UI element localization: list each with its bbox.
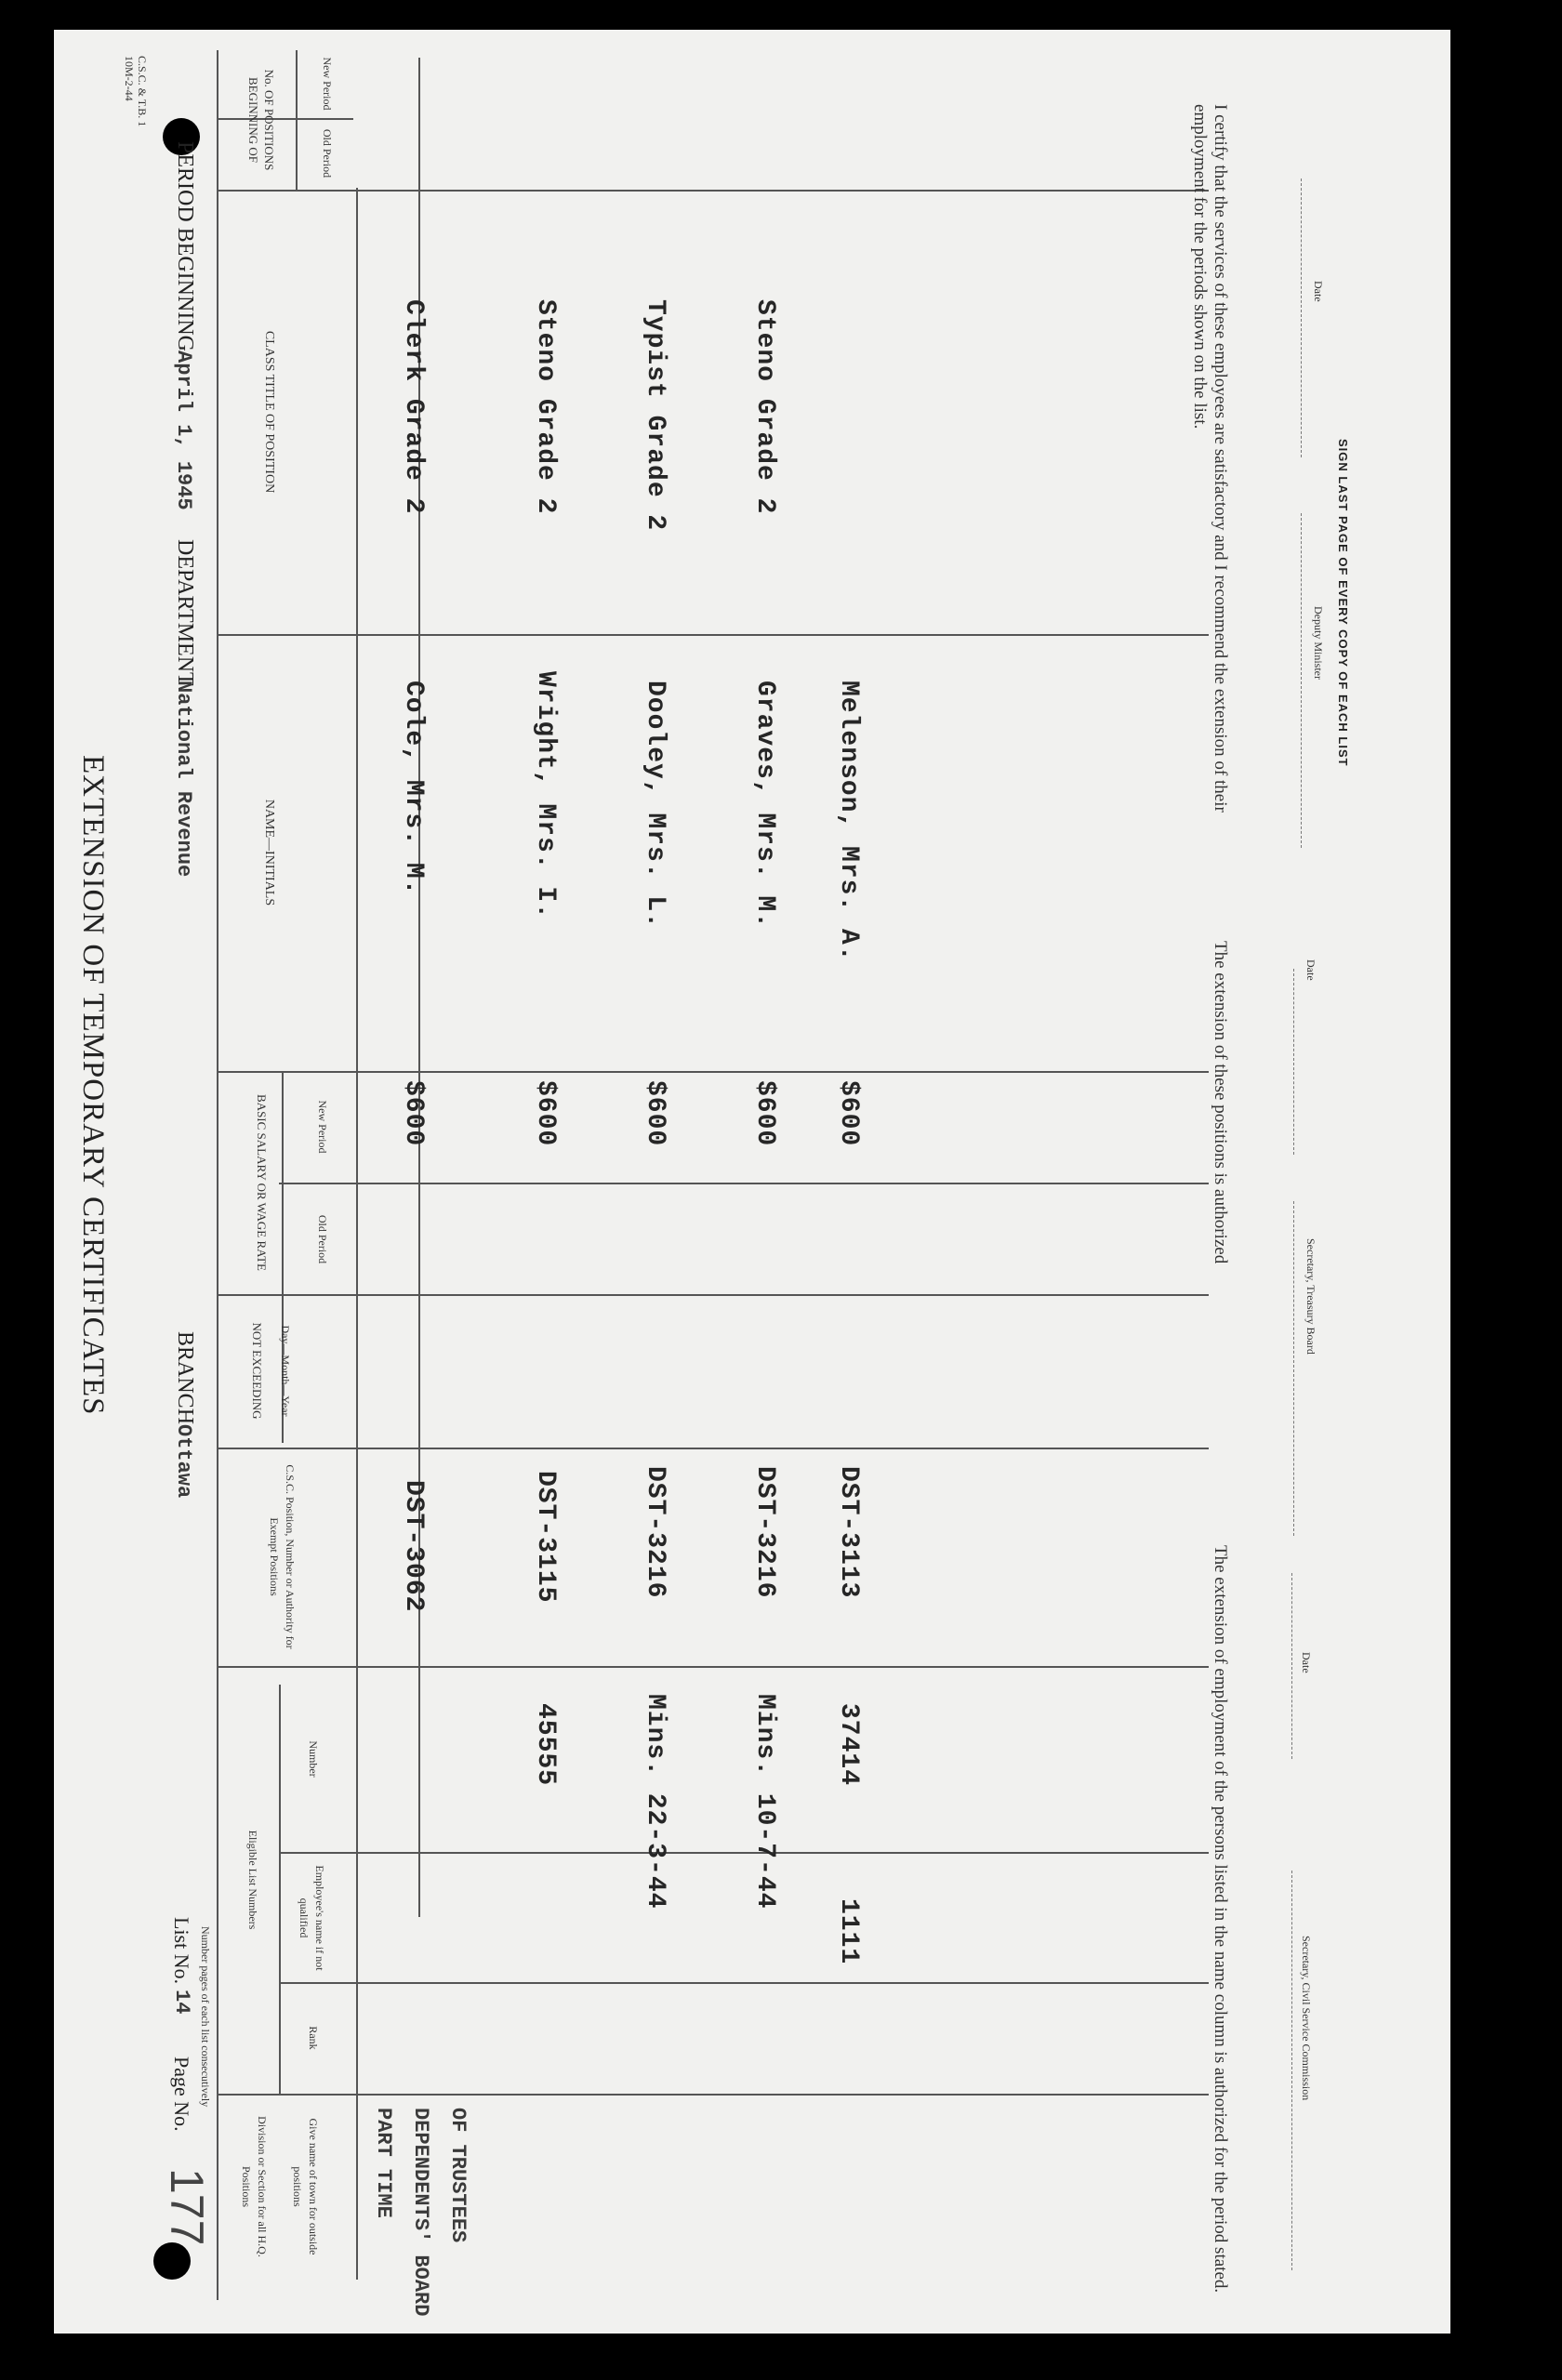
header-eligible: Eligible List Numbers — [246, 1830, 259, 1930]
row4-name: Graves, Mrs. M. — [750, 681, 779, 930]
header-salary-new: New Period — [316, 1100, 329, 1154]
secretary-csc-label: Secretary, Civil Service Commission — [1300, 1936, 1313, 2101]
form-code-line2: 10M-2-44 — [123, 56, 136, 101]
row4-csc: DST-3216 — [750, 1466, 779, 1599]
punch-hole-right — [153, 2242, 191, 2280]
row2-salary: $600 — [531, 1080, 560, 1147]
row5-rank: 1111 — [834, 1898, 863, 1965]
list-no-value: 14 — [170, 1990, 193, 2015]
authorized-text: The extension of these positions is authorized — [1211, 941, 1230, 1264]
col-line-csc — [218, 1666, 1209, 1668]
header-salary-old: Old Period — [316, 1214, 329, 1264]
row3-salary: $600 — [641, 1080, 669, 1147]
row1-csc: DST-3062 — [399, 1480, 428, 1613]
csc-authorized-text: The extension of employment of the persons listed in the name column is authorized for the period stated. — [1211, 1545, 1230, 2294]
header-not-exceeding: NOT EXCEEDING — [250, 1322, 264, 1420]
row5-number: 37414 — [834, 1703, 863, 1787]
col-line-salary-mid — [279, 1183, 1209, 1184]
page-no-value: 177 — [161, 2168, 213, 2246]
period-label: PERIOD BEGINNING — [173, 141, 197, 351]
row1-salary: $600 — [399, 1080, 428, 1147]
date1-label: Date — [1312, 281, 1325, 302]
certify-text: I certify that the services of these employees are satisfactory and I recommend the extension of their employment for the periods shown on the list. — [1190, 104, 1230, 813]
col-line-rank — [279, 1982, 1209, 1984]
period-value: April 1, 1945 — [172, 350, 195, 510]
row5-name: Melenson, Mrs. A. — [834, 681, 863, 962]
row4-number: Mins. 10-7-44 — [750, 1694, 779, 1910]
col-line-eligible — [218, 2094, 1209, 2096]
secretary-csc-line — [1291, 1871, 1292, 2270]
col-line-number — [279, 1852, 1209, 1854]
date3-line — [1291, 1573, 1292, 1759]
header-rank: Rank — [307, 2026, 320, 2050]
sign-note: SIGN LAST PAGE OF EVERY COPY OF EACH LIST — [1336, 439, 1350, 767]
col-line-name — [218, 1071, 1209, 1073]
header-csc: C.S.C. Position, Number or Authority for Exempt Positions — [268, 1464, 297, 1649]
date3-label: Date — [1300, 1652, 1313, 1673]
header-name: NAME—INITIALS — [262, 799, 276, 906]
row3-name: Dooley, Mrs. L. — [641, 681, 669, 930]
col-line-class — [218, 634, 1209, 636]
form-code — [123, 56, 149, 126]
division-stamp-line3: OF TRUSTEES — [446, 2108, 470, 2243]
list-no-note: Number pages of each list consecutively — [199, 1926, 212, 2108]
row3-class-title: Typist Grade 2 — [641, 299, 669, 532]
row4-class-title: Steno Grade 2 — [750, 299, 779, 515]
row2-number: 45555 — [531, 1703, 560, 1787]
row2-class-title: Steno Grade 2 — [531, 299, 560, 515]
header-dmy: Day—Month—Year — [279, 1325, 292, 1417]
date2-line — [1293, 969, 1294, 1155]
row4-salary: $600 — [750, 1080, 779, 1147]
header-positions: No. OF POSITIONS BEGINNING OF — [246, 69, 276, 171]
header-class-title: CLASS TITLE OF POSITION — [262, 330, 276, 494]
row1-class-title: Clerk Grade 2 — [399, 299, 428, 515]
date1-line — [1301, 178, 1302, 457]
header-division-sub: Give name of town for outside positions — [291, 2118, 320, 2255]
page-no-label: Page No. — [170, 2056, 193, 2132]
col-line-salary — [218, 1294, 1209, 1296]
row1-name: Cole, Mrs. M. — [399, 681, 428, 896]
department-label: DEPARTMENT — [173, 539, 197, 686]
division-stamp-line1: PART TIME — [372, 2108, 395, 2218]
header-number: Number — [307, 1740, 320, 1778]
header-emp-name: Employee's name if not qualified — [298, 1865, 326, 1971]
row5-csc: DST-3113 — [834, 1466, 863, 1599]
row2-csc: DST-3115 — [531, 1471, 560, 1604]
deputy-line — [1301, 513, 1302, 848]
certificate-form — [54, 30, 1450, 2334]
secretary-tb-label: Secretary, Treasury Board — [1304, 1238, 1317, 1355]
form-code-line1: C.S.C. & T.B. 1 — [136, 56, 149, 127]
branch-label: BRANCH — [173, 1331, 197, 1425]
row5-salary: $600 — [834, 1080, 863, 1147]
secretary-tb-line — [1293, 1201, 1294, 1536]
document-page — [54, 30, 1450, 2334]
positions-subrule — [296, 50, 298, 190]
eligible-subrule — [279, 1685, 281, 2094]
header-salary: BASIC SALARY OR WAGE RATE — [255, 1094, 269, 1271]
row3-csc: DST-3216 — [641, 1466, 669, 1599]
division-stamp-line2: DEPENDENTS' BOARD — [409, 2108, 432, 2317]
branch-value: Ottawa — [172, 1424, 195, 1499]
header-division: Division or Section for all H.Q. Positions — [240, 2116, 269, 2257]
row3-number: Mins. 22-3-44 — [641, 1694, 669, 1910]
row2-name: Wright, Mrs. I. — [531, 671, 560, 920]
table-top-border — [217, 50, 218, 2300]
list-no-label: List No. — [170, 1917, 193, 1985]
header-bottom-border — [356, 188, 358, 2280]
form-title: EXTENSION OF TEMPORARY CERTIFICATES — [76, 755, 110, 1416]
col-line-notexceed — [218, 1448, 1209, 1449]
deputy-minister-label: Deputy Minister — [1312, 606, 1325, 680]
header-positions-new: New Period — [321, 57, 334, 111]
header-positions-old: Old Period — [321, 128, 334, 178]
department-value: National Revenue — [172, 681, 195, 878]
col-line-positions — [218, 190, 1209, 192]
date2-label: Date — [1304, 959, 1317, 981]
